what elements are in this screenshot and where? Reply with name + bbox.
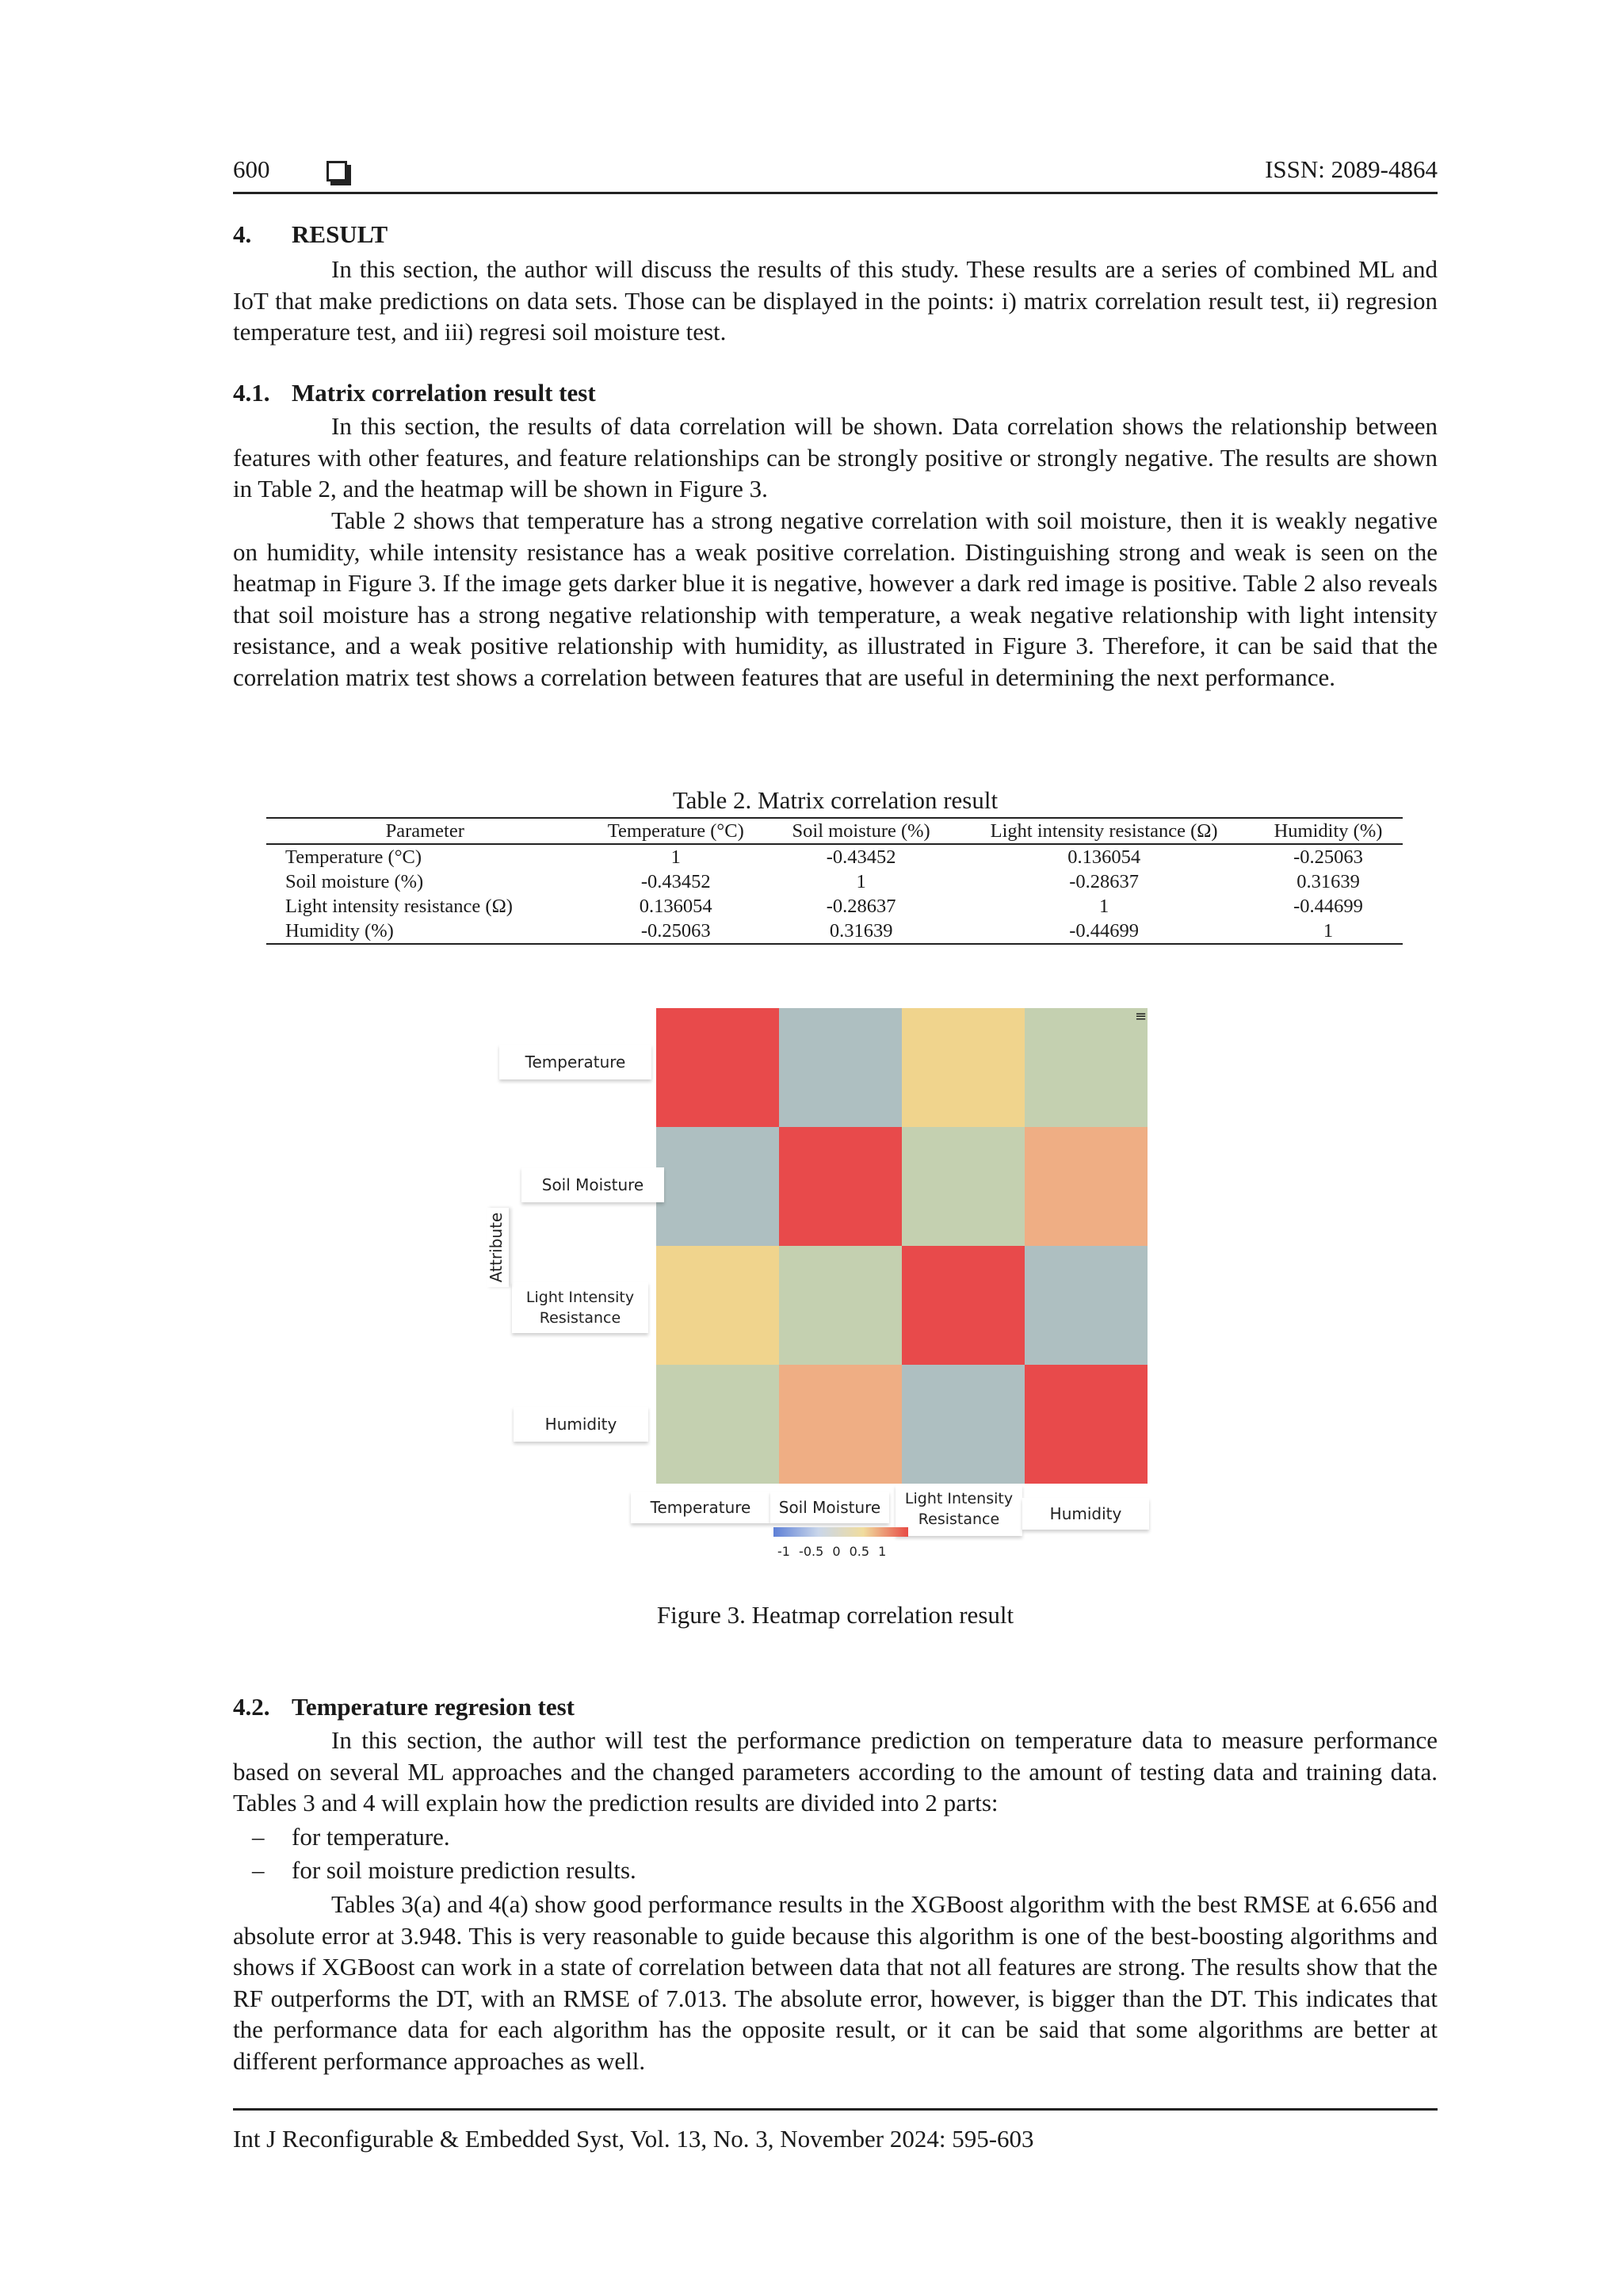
row-label-light-intensity: Light Intensity Resistance (512, 1282, 648, 1333)
section-title: RESULT (292, 220, 388, 248)
section-4-1-paragraph-1: In this section, the results of data correlation will be shown. Data correlation shows the relationship between features with other features, and feature relationships can be strongly positive or strongly negative. The results are shown in Table 2, and the heatmap will be shown in Figure 3. (233, 412, 1438, 502)
colorbar-ticks: -1 -0.5 0 0.5 1 (777, 1544, 887, 1559)
heatmap-cell (779, 1365, 902, 1484)
table-cell: -0.43452 (640, 871, 711, 892)
section-4-paragraph: In this section, the author will discuss the results of this study. These results are a series of combined ML and IoT that make predictions on data sets. Those can be displayed in the points: i) matrix correlation result test, ii) regresion temperature test, and iii) regresi soil moisture test. (233, 255, 1438, 346)
row-label-temperature: Temperature (499, 1045, 651, 1079)
table-header-cell: Humidity (%) (1254, 818, 1403, 844)
table-cell: 1 (670, 846, 681, 868)
checkbox-icon (327, 161, 347, 181)
heatmap-cell (1025, 1008, 1148, 1127)
heatmap-cell (779, 1127, 902, 1246)
list-item-text: for soil moisture prediction results. (292, 1856, 636, 1884)
heatmap-cell (1025, 1127, 1148, 1246)
table-cell: -0.44699 (1293, 896, 1363, 917)
table-cell: Soil moisture (%) (285, 871, 424, 892)
heatmap-cell (902, 1246, 1025, 1365)
row-label-soil-moisture: Soil Moisture (521, 1167, 664, 1202)
table-cell: -0.43452 (826, 846, 896, 868)
heatmap-cell (779, 1246, 902, 1365)
table-cell: 0.136054 (1067, 846, 1141, 868)
heatmap-cell (656, 1365, 779, 1484)
table-cell: Light intensity resistance (Ω) (285, 896, 513, 917)
table-row (266, 844, 1403, 869)
row-label-humidity: Humidity (514, 1407, 648, 1442)
section-4-1-heading (233, 379, 596, 407)
heatmap-figure (475, 999, 1189, 1585)
correlation-table (266, 817, 1403, 945)
table-header-cell: Soil moisture (%) (768, 818, 954, 844)
table-header-cell: Temperature (°C) (583, 818, 768, 844)
heatmap-cell (1025, 1365, 1148, 1484)
list-item-text: for temperature. (292, 1823, 450, 1851)
section-number: 4.2. (233, 1693, 270, 1721)
heatmap-cell (1025, 1246, 1148, 1365)
list-item (233, 1856, 636, 1885)
colorbar (773, 1527, 908, 1537)
y-axis-label: Attribute (487, 1208, 509, 1287)
heatmap-cell (656, 1008, 779, 1127)
issn: ISSN: 2089-4864 (1265, 155, 1438, 183)
list-item (233, 1823, 450, 1851)
page-number: 600 (233, 155, 270, 183)
section-4-1-paragraph-2: Table 2 shows that temperature has a strong negative correlation with soil moisture, then it is weakly negative on humidity, while intensity resistance has a weak positive correlation. Distinguishing strong and weak is seen on the heatmap in Figure 3. If the image gets darker blue it is negative, however a dark red image is positive. Table 2 also reveals that soil moisture has a strong negative relationship with temperature, a weak negative relationship with light intensity resistance, and a weak positive relationship with humidity, as illustrated in Figure 3. Therefore, it can be said that the correlation matrix test shows a correlation between features that are useful in determining the next performance. (233, 506, 1438, 691)
table-cell: 1 (1099, 896, 1109, 917)
figure-3-caption: Figure 3. Heatmap correlation result (656, 1601, 1014, 1629)
table-cell: 0.31639 (768, 919, 954, 944)
section-4-heading (233, 220, 388, 249)
section-4-2-paragraph-1: In this section, the author will test the performance prediction on temperature data to measure performance based on several ML approaches and the changed parameters according to the amount of testing data and training data. Tables 3 and 4 will explain how the prediction results are divided into 2 parts: (233, 1726, 1438, 1817)
table-cell: -0.28637 (1069, 871, 1140, 892)
table-cell: 1 (856, 871, 866, 892)
menu-icon[interactable]: ≡ (1135, 1008, 1148, 1025)
table-cell: -0.44699 (954, 919, 1254, 944)
section-title: Temperature regresion test (292, 1693, 575, 1721)
table-cell: -0.25063 (1293, 846, 1363, 868)
table-header-cell: Light intensity resistance (Ω) (954, 818, 1254, 844)
page-footer: Int J Reconfigurable & Embedded Syst, Vol. 13, No. 3, November 2024: 595-603 (233, 2108, 1438, 2153)
table-2-caption: Table 2. Matrix correlation result (672, 786, 999, 814)
heatmap-cell (656, 1127, 779, 1246)
table-cell: Humidity (%) (266, 919, 583, 944)
table-cell: Temperature (°C) (285, 846, 422, 868)
table-row (266, 869, 1403, 894)
section-4-2-paragraph-2: Tables 3(a) and 4(a) show good performance results in the XGBoost algorithm with the best RMSE at 6.656 and absolute error at 3.948. This is very reasonable to guide because this algorithm is one of the best-boosting algorithms and shows if XGBoost can work in a state of correlation between data that not all features are strong. The results show that the RF outperforms the DT, with an RMSE of 7.013. The absolute error, however, is bigger than the DT. This indicates that the performance data for each algorithm has the opposite result, or it can be said that some algorithms are better at different performance approaches as well. (233, 1890, 1438, 2075)
page-header (233, 155, 1438, 194)
dash-bullet: – (252, 1823, 265, 1851)
table-header-cell: Parameter (266, 818, 583, 844)
section-number: 4.1. (233, 379, 270, 407)
col-label-temperature: Temperature (631, 1492, 770, 1523)
table-cell: 0.31639 (1296, 871, 1360, 892)
heatmap-cell (656, 1246, 779, 1365)
section-number: 4. (233, 220, 252, 248)
section-title: Matrix correlation result test (292, 379, 596, 407)
heatmap-cell (902, 1008, 1025, 1127)
col-label-humidity: Humidity (1022, 1498, 1149, 1530)
table-row (266, 894, 1403, 919)
col-label-light-intensity: Light Intensity Resistance (896, 1485, 1022, 1536)
table-header-row (266, 818, 1403, 844)
col-label-soil-moisture: Soil Moisture (770, 1492, 889, 1523)
table-cell: 1 (1254, 919, 1403, 944)
dash-bullet: – (252, 1856, 265, 1884)
table-cell: -0.28637 (826, 896, 896, 917)
heatmap-cell (902, 1365, 1025, 1484)
heatmap-cell (779, 1008, 902, 1127)
table-row (266, 919, 1403, 944)
section-4-2-heading (233, 1693, 575, 1721)
heatmap-cell (902, 1127, 1025, 1246)
table-cell: 0.136054 (639, 896, 712, 917)
table-cell: -0.25063 (583, 919, 768, 944)
